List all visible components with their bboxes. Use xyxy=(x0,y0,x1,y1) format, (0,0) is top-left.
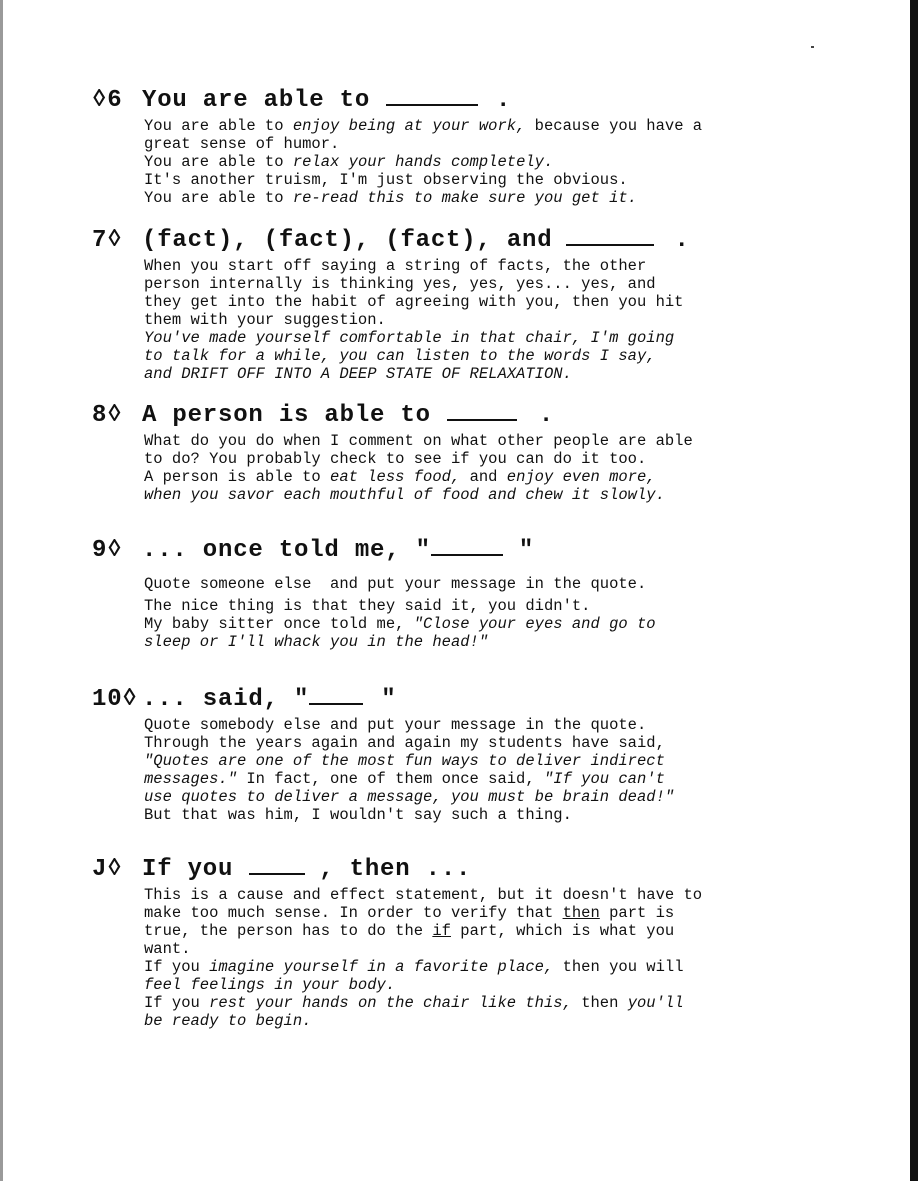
body-line: Quote someone else and put your message in the quote. xyxy=(144,575,647,593)
body-line: them with your suggestion. xyxy=(144,311,386,329)
section-heading xyxy=(92,226,812,255)
fill-in-blank xyxy=(447,401,517,421)
section-number: J◊ xyxy=(92,856,123,883)
heading-text: (fact), (fact), (fact), and xyxy=(142,227,553,254)
heading-end: , then ... xyxy=(319,856,472,883)
fill-in-blank xyxy=(431,536,503,556)
body-line: You are able to relax your hands completely. xyxy=(144,153,554,171)
body-line: The nice thing is that they said it, you didn't. xyxy=(144,597,591,615)
heading-end: " xyxy=(518,537,535,564)
scan-edge-left xyxy=(0,0,3,1181)
body-line: feel feelings in your body. xyxy=(144,976,396,994)
section-if-you-then xyxy=(92,855,812,1030)
fill-in-blank xyxy=(309,685,363,705)
body-line: If you imagine yourself in a favorite place, then you will xyxy=(144,958,684,976)
body-line: make too much sense. In order to verify that then part is xyxy=(144,904,675,922)
section-said xyxy=(92,685,812,824)
heading-text: A person is able to xyxy=(142,402,431,429)
section-body xyxy=(144,886,812,1030)
section-fact-fact-fact-and xyxy=(92,226,812,383)
heading-text: ... said, " xyxy=(142,686,310,713)
section-number: 9◊ xyxy=(92,537,123,564)
body-line: when you savor each mouthful of food and chew it slowly. xyxy=(144,486,665,504)
body-line: to do? You probably check to see if you can do it too. xyxy=(144,450,647,468)
fill-in-blank xyxy=(386,86,478,106)
body-line: use quotes to deliver a message, you must be brain dead!" xyxy=(144,788,675,806)
section-number: ◊6 xyxy=(92,87,123,114)
body-line: If you rest your hands on the chair like this, then you'll xyxy=(144,994,684,1012)
section-heading xyxy=(92,685,812,714)
heading-end: . xyxy=(674,227,690,254)
body-line: What do you do when I comment on what other people are able xyxy=(144,432,693,450)
section-number: 8◊ xyxy=(92,402,123,429)
heading-end: . xyxy=(538,402,555,429)
body-line: Through the years again and again my students have said, xyxy=(144,734,665,752)
body-line: "Quotes are one of the most fun ways to deliver indirect xyxy=(144,752,665,770)
body-line: messages." In fact, one of them once said, "If you can't xyxy=(144,770,665,788)
body-line: true, the person has to do the if part, which is what you xyxy=(144,922,675,940)
scan-edge-right xyxy=(910,0,918,1181)
heading-text: ... once told me, " xyxy=(142,537,431,564)
section-body xyxy=(144,575,812,651)
section-heading xyxy=(92,855,812,884)
body-line: You are able to enjoy being at your work, because you have a xyxy=(144,117,703,135)
fill-in-blank xyxy=(566,226,654,246)
body-line: My baby sitter once told me, "Close your eyes and go to xyxy=(144,615,656,633)
body-line: You've made yourself comfortable in that chair, I'm going xyxy=(144,329,675,347)
body-line: This is a cause and effect statement, but it doesn't have to xyxy=(144,886,703,904)
body-line: Quote somebody else and put your message in the quote. xyxy=(144,716,647,734)
body-line: want. xyxy=(144,940,191,958)
body-line: sleep or I'll whack you in the head!" xyxy=(144,633,489,651)
section-body xyxy=(144,716,812,824)
section-heading xyxy=(92,536,812,565)
body-line: great sense of humor. xyxy=(144,135,340,153)
body-line: When you start off saying a string of facts, the other xyxy=(144,257,647,275)
section-number: 10◊ xyxy=(92,686,138,713)
body-line: person internally is thinking yes, yes, yes... yes, and xyxy=(144,275,656,293)
body-line: be ready to begin. xyxy=(144,1012,312,1030)
section-body xyxy=(144,432,812,504)
section-number: 7◊ xyxy=(92,227,123,254)
section-heading xyxy=(92,401,812,430)
body-line: and DRIFT OFF INTO A DEEP STATE OF RELAXATION. xyxy=(144,365,572,383)
body-line: But that was him, I wouldn't say such a thing. xyxy=(144,806,572,824)
heading-end: . xyxy=(496,87,512,114)
fill-in-blank xyxy=(249,855,305,875)
section-you-are-able-to xyxy=(92,86,812,207)
section-a-person-is-able-to xyxy=(92,401,812,504)
heading-text: You are able to xyxy=(142,87,371,114)
heading-end: " xyxy=(381,686,397,713)
section-once-told-me xyxy=(92,536,812,651)
section-body xyxy=(144,117,812,207)
heading-text: If you xyxy=(142,856,234,883)
section-body xyxy=(144,257,812,383)
scan-speck xyxy=(811,46,814,48)
body-line: A person is able to eat less food, and enjoy even more, xyxy=(144,468,656,486)
body-line: It's another truism, I'm just observing the obvious. xyxy=(144,171,628,189)
body-line: You are able to re-read this to make sure you get it. xyxy=(144,189,637,207)
section-heading xyxy=(92,86,812,115)
body-line: to talk for a while, you can listen to the words I say, xyxy=(144,347,656,365)
body-line: they get into the habit of agreeing with you, then you hit xyxy=(144,293,684,311)
